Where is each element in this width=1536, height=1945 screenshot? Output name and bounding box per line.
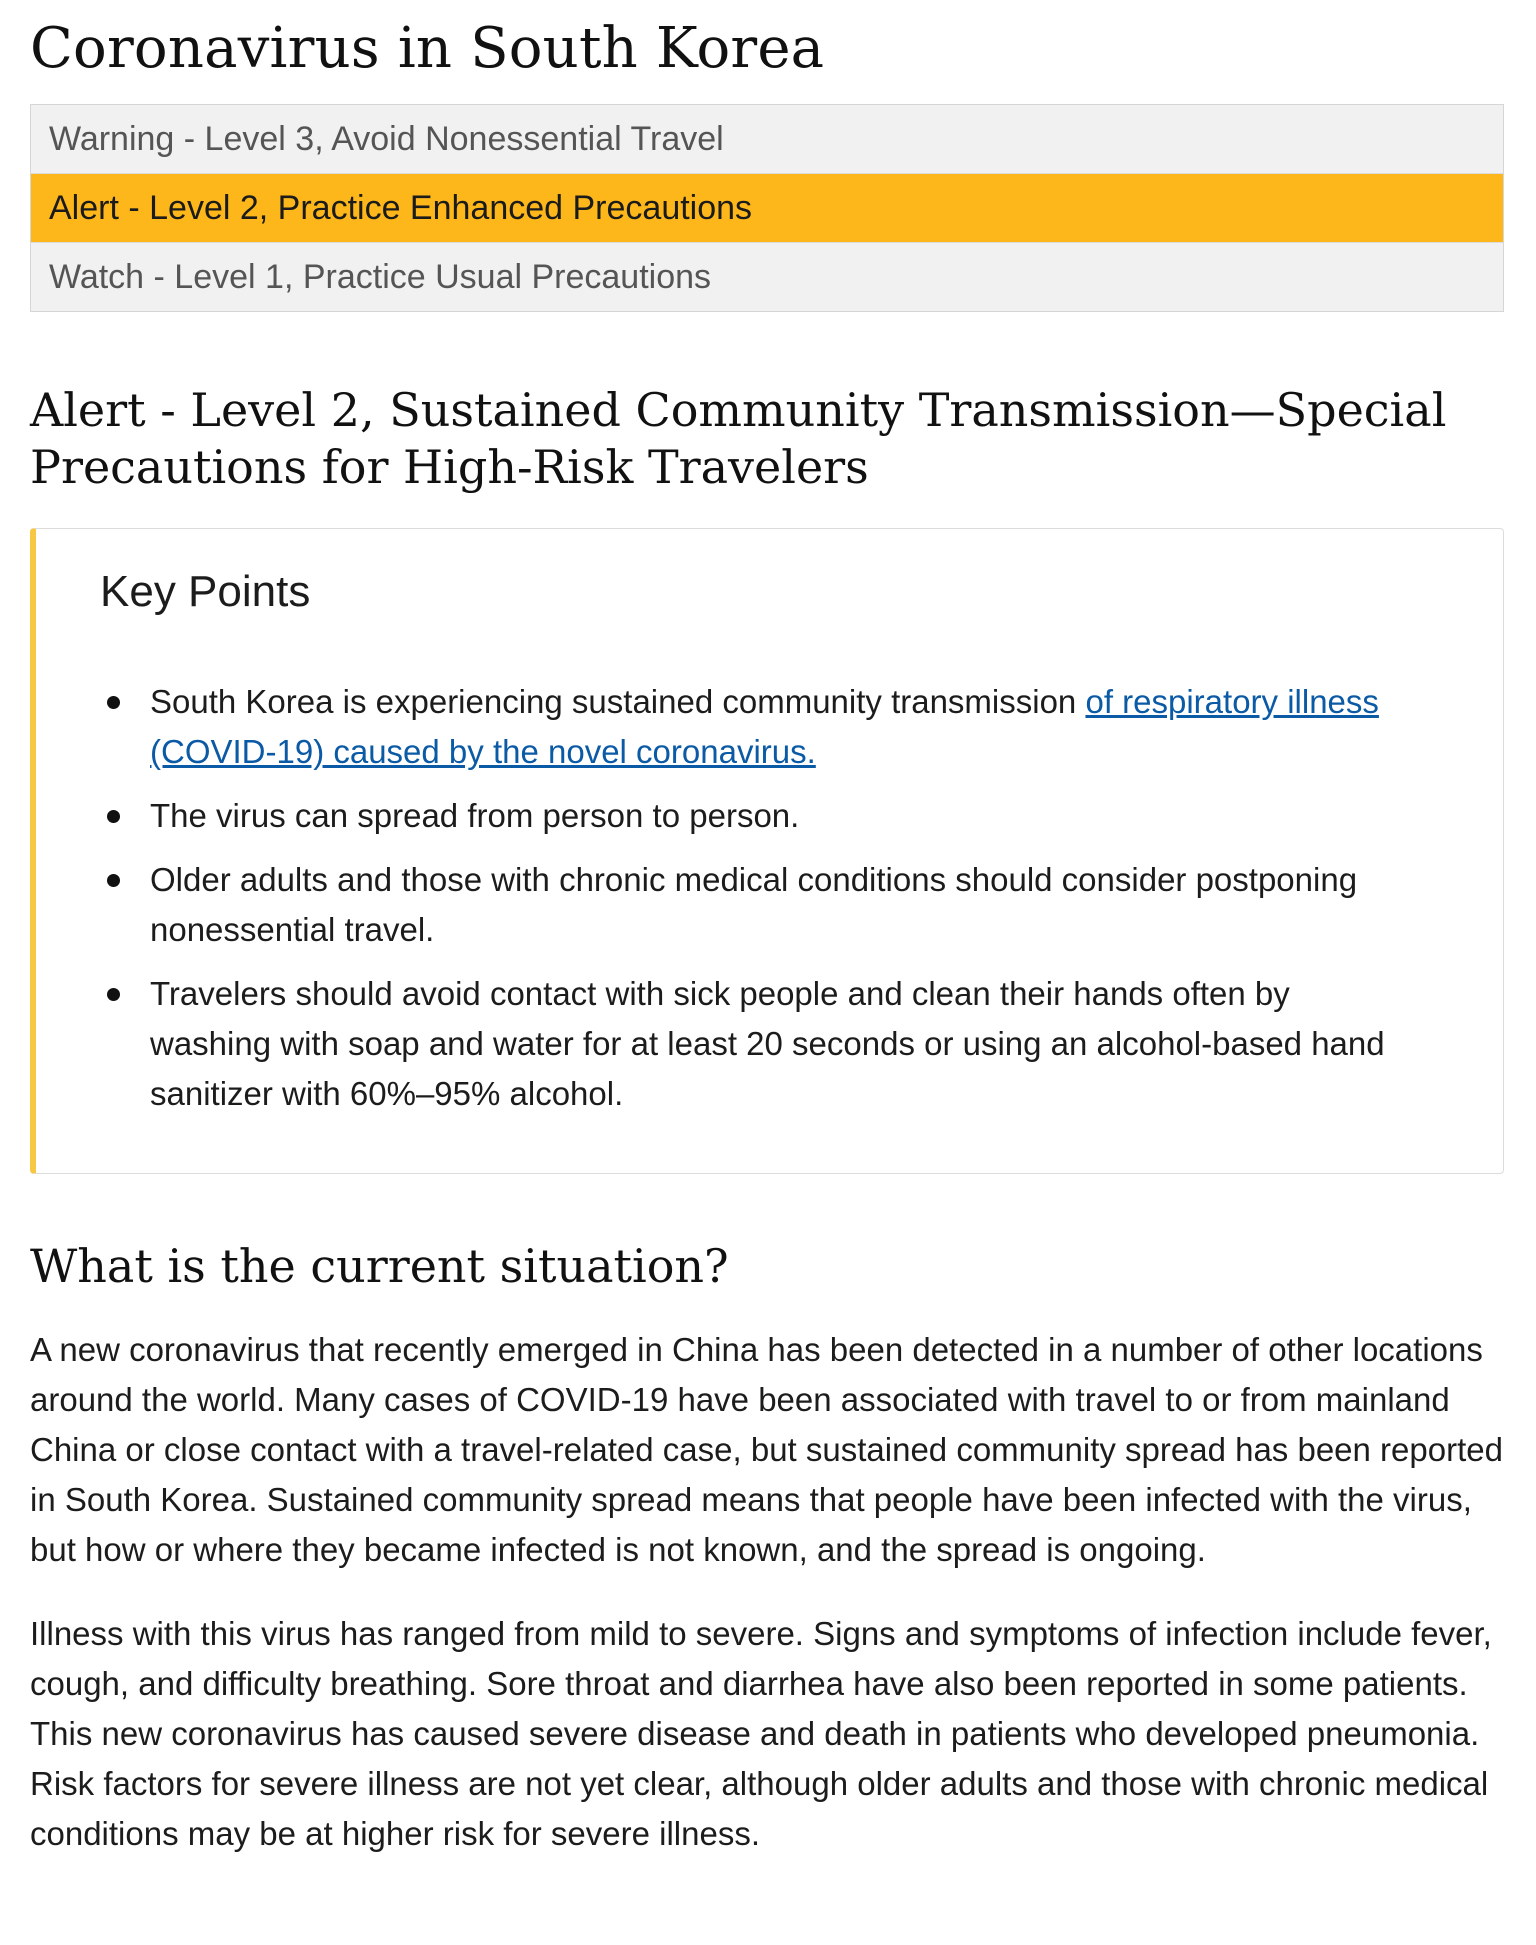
alert-heading: Alert - Level 2, Sustained Community Transmission—Special Precautions for High-Risk Travelers (30, 383, 1447, 494)
level-alert[interactable]: Alert - Level 2, Practice Enhanced Precautions (31, 173, 1503, 242)
situation-heading: What is the current situation? (30, 1239, 729, 1293)
bullet-icon (107, 874, 120, 887)
bullet-icon (107, 810, 120, 823)
situation-paragraph: A new coronavirus that recently emerged in China has been detected in a number of other locations around the world. Many cases of COVID-19 have been associated with travel to or from mainland China or close contact with a travel-related case, but sustained community spread has been reported in South Korea. Sustained community spread means that people have been infected with the virus, but how or where they became infected is not known, and the spread is ongoing. (30, 1331, 1503, 1568)
level-warning[interactable]: Warning - Level 3, Avoid Nonessential Travel (49, 120, 724, 158)
page-content (30, 0, 1504, 1859)
bullet-icon (107, 988, 120, 1001)
key-point-text: South Korea is experiencing sustained community transmission (150, 683, 1086, 720)
bullet-icon (107, 696, 120, 709)
illness-paragraph: Illness with this virus has ranged from mild to severe. Signs and symptoms of infection include fever, cough, and difficulty breathing. Sore throat and diarrhea have also been reported in some patients. This new coronavirus has caused severe disease and death in patients who developed pneumonia. Risk factors for severe illness are not yet clear, although older adults and those with chronic medical conditions may be at higher risk for severe illness. (30, 1615, 1492, 1852)
key-points-list (100, 677, 1420, 1133)
list-item (100, 855, 1420, 955)
key-point-text: Travelers should avoid contact with sick people and clean their hands often by washing with soap and water for at least 20 seconds or using an alcohol-based hand sanitizer with 60%–95% alcohol. (150, 975, 1385, 1112)
key-point-text: The virus can spread from person to person. (150, 797, 800, 834)
list-item (100, 677, 1420, 777)
key-points-box (30, 528, 1504, 1174)
page-title: Coronavirus in South Korea (30, 16, 825, 81)
key-points-title: Key Points (100, 567, 311, 616)
travel-levels (30, 104, 1504, 312)
level-watch[interactable]: Watch - Level 1, Practice Usual Precautions (31, 242, 1503, 311)
list-item (100, 791, 1420, 841)
list-item (100, 969, 1420, 1119)
covid-info-link[interactable]: of respiratory illness (COVID-19) caused by the novel coronavirus. (150, 683, 1379, 770)
key-point-text: Older adults and those with chronic medical conditions should consider postponing nonessential travel. (150, 861, 1358, 948)
